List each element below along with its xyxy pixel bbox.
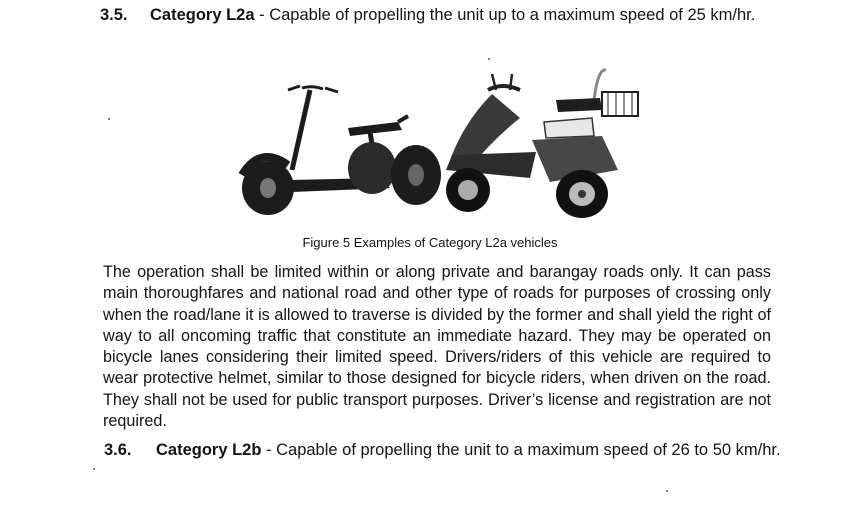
figure-caption: Figure 5 Examples of Category L2a vehicles [302, 235, 558, 250]
section-3-5 [100, 4, 820, 54]
body-paragraph: The operation shall be limited within or along private and barangay roads only. It can pass main thoroughfares and national road and other type of roads for purposes of crossing only when the road/lane it is allowed to traverse is divided by the former and shall yield the right of way to all oncoming traffic that constitute an immediate hazard. They may be operated on bicycle lanes considering their limited speed. Drivers/riders of this vehicle are required to wear protective helmet, similar to those designed for bicycle riders, when driven on the road. They shall not be used for public transport purposes. Driver’s license and registration are not required. [103, 263, 771, 431]
section-title: Category L2b [156, 441, 262, 459]
vehicles-illustration [230, 60, 650, 220]
section-title: Category L2a [150, 6, 255, 24]
scan-speck [108, 118, 110, 120]
mobility-scooter-illustration [446, 70, 638, 218]
section-body [156, 439, 796, 462]
section-text: - Capable of propelling the unit up to a maximum speed of 25 km/hr. [254, 6, 756, 24]
section-text: - Capable of propelling the unit to a maximum speed of 26 to 50 km/hr. [261, 441, 781, 459]
section-number: 3.6. [104, 441, 132, 459]
section-number: 3.5. [100, 6, 128, 24]
section-3-6 [104, 439, 824, 489]
section-body [150, 4, 790, 27]
scan-speck [488, 58, 490, 60]
scan-speck [93, 468, 95, 470]
scan-speck [666, 490, 668, 492]
electric-trike-illustration [242, 86, 441, 215]
figure-vehicles [230, 60, 650, 220]
